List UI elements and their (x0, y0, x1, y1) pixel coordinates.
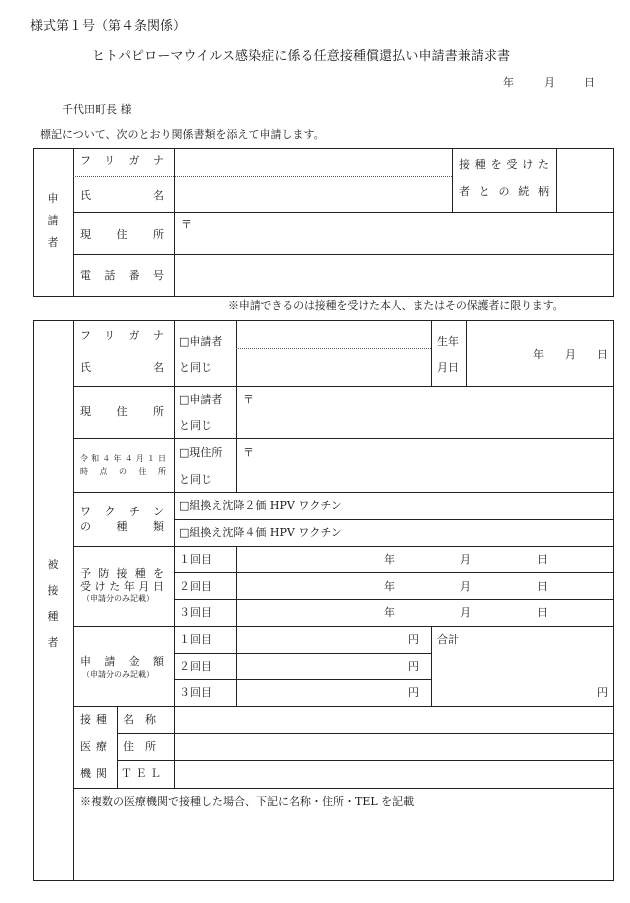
birth-day: 日 (597, 348, 608, 361)
dose-1-amount-label: １回目 (179, 633, 212, 646)
additional-institutions-input[interactable] (76, 812, 612, 879)
applicant-section-label: 申請者 (47, 192, 59, 249)
dose-3-amount-label: ３回目 (179, 686, 212, 699)
institution-label-2: 医療 (80, 740, 112, 753)
institution-tel-label: Ｔ Ｅ Ｌ (121, 767, 161, 780)
intro-text: 標記について、次のとおり関係書類を添えて申請します。 (40, 128, 325, 141)
dose-2-month: 月 (460, 580, 471, 593)
dose-3-date-input[interactable] (238, 601, 612, 625)
dose-2-date-input[interactable] (238, 574, 612, 598)
dates-label-line3: （申請分のみ記載） (82, 594, 154, 603)
recipient-name-input[interactable] (238, 350, 429, 384)
date-year-field[interactable] (455, 71, 499, 89)
recipient-furigana-label: フリガナ (80, 329, 164, 342)
total-label: 合計 (437, 633, 459, 646)
dose-3-day: 日 (537, 606, 548, 619)
dose-1-month: 月 (460, 553, 471, 566)
birth-month: 月 (565, 348, 576, 361)
applicant-furigana-input[interactable] (176, 150, 450, 175)
applicant-name-input[interactable] (176, 178, 450, 211)
dose-1-date-label: １回目 (179, 553, 212, 566)
applicant-name-label: 氏 名 (80, 189, 164, 202)
total-unit: 円 (597, 686, 608, 699)
relation-label-line1: 接種を受けた (459, 158, 549, 171)
address-same-checkbox-line1[interactable]: □申請者 (179, 393, 223, 406)
dose-1-year: 年 (384, 553, 395, 566)
institution-address-label: 住 所 (123, 740, 156, 753)
name-same-checkbox-line1[interactable]: □申請者 (179, 335, 223, 348)
applicant-postal-mark: 〒 (181, 218, 192, 231)
birth-label-line2: 月日 (437, 361, 459, 374)
institution-label-1: 接種 (80, 713, 112, 726)
date-month-field[interactable] (514, 71, 542, 89)
amount-label: 申請金額 (80, 655, 164, 668)
past-same-checkbox-line2: と同じ (179, 473, 212, 486)
past-address-label-line2: 時点の住所 (80, 467, 166, 476)
recipient-address-label: 現 住 所 (80, 405, 164, 418)
past-address-label-line1: 令和４年４月１日 (80, 454, 166, 463)
vaccine-option-4valent[interactable]: □組換え沈降４価 HPV ワクチン (179, 526, 342, 539)
applicant-furigana-label: フリガナ (80, 154, 164, 167)
dates-label-line2: 受けた年月日 (80, 580, 164, 593)
address-postal-mark: 〒 (243, 393, 254, 406)
dose-2-date-label: ２回目 (179, 580, 212, 593)
dose-3-amount-unit: 円 (408, 686, 419, 699)
applicant-phone-label: 電話番号 (80, 269, 164, 282)
birth-year: 年 (533, 348, 544, 361)
past-same-checkbox-line1[interactable]: □現住所 (179, 446, 223, 459)
vaccine-label-line1: ワクチン (80, 505, 164, 518)
dose-3-date-label: ３回目 (179, 606, 212, 619)
date-day: 日 (584, 76, 595, 89)
amount-sublabel: （申請分のみ記載） (82, 670, 154, 679)
addressee: 千代田町長 様 (62, 103, 132, 116)
vaccine-option-2valent[interactable]: □組換え沈降２価 HPV ワクチン (179, 499, 342, 512)
dose-2-day: 日 (537, 580, 548, 593)
institution-tel-input[interactable] (176, 762, 612, 787)
relation-label-line2: 者との続柄 (459, 185, 549, 198)
relation-input[interactable] (558, 150, 612, 210)
form-number: 様式第１号（第４条関係） (30, 19, 187, 34)
dose-2-amount-unit: 円 (408, 660, 419, 673)
dose-2-year: 年 (384, 580, 395, 593)
applicant-phone-input[interactable] (176, 256, 612, 295)
dose-3-amount-input[interactable] (238, 681, 404, 705)
dates-label-line1: 予防接種を (80, 567, 164, 580)
date-day-field[interactable] (556, 71, 582, 89)
dose-2-amount-input[interactable] (238, 655, 404, 678)
birth-date-input[interactable] (468, 322, 612, 384)
name-same-checkbox-line2: と同じ (179, 361, 212, 374)
dose-1-amount-unit: 円 (408, 633, 419, 646)
recipient-name-label: 氏 名 (80, 361, 164, 374)
institution-name-label: 名 称 (123, 713, 156, 726)
dose-1-amount-input[interactable] (238, 628, 404, 652)
date-month: 月 (544, 76, 555, 89)
recipient-section-label: 被接種者 (47, 558, 59, 649)
dose-2-amount-label: ２回目 (179, 660, 212, 673)
birth-label-line1: 生年 (437, 335, 459, 348)
applicant-address-label: 現 住 所 (80, 228, 164, 241)
past-postal-mark: 〒 (243, 446, 254, 459)
total-amount-input[interactable] (433, 650, 593, 704)
dose-3-year: 年 (384, 606, 395, 619)
dose-3-month: 月 (460, 606, 471, 619)
vaccine-label-line2: の種類 (80, 520, 164, 533)
multiple-institutions-note: ※複数の医療機関で接種した場合、下記に名称・住所・TEL を記載 (80, 795, 415, 808)
applicant-note: ※申請できるのは接種を受けた本人、またはその保護者に限ります。 (228, 299, 564, 312)
date-year: 年 (503, 76, 514, 89)
applicant-address-input[interactable] (176, 214, 612, 253)
dose-1-date-input[interactable] (238, 548, 612, 571)
institution-address-input[interactable] (176, 735, 612, 759)
address-same-checkbox-line2: と同じ (179, 419, 212, 432)
recipient-address-input[interactable] (238, 388, 612, 437)
dose-1-day: 日 (537, 553, 548, 566)
institution-label-3: 機関 (80, 767, 112, 780)
form-title: ヒトパピローマウイルス感染症に係る任意接種償還払い申請書兼請求書 (92, 49, 511, 64)
institution-name-input[interactable] (176, 708, 612, 732)
past-address-input[interactable] (238, 440, 612, 491)
recipient-furigana-input[interactable] (238, 322, 429, 347)
